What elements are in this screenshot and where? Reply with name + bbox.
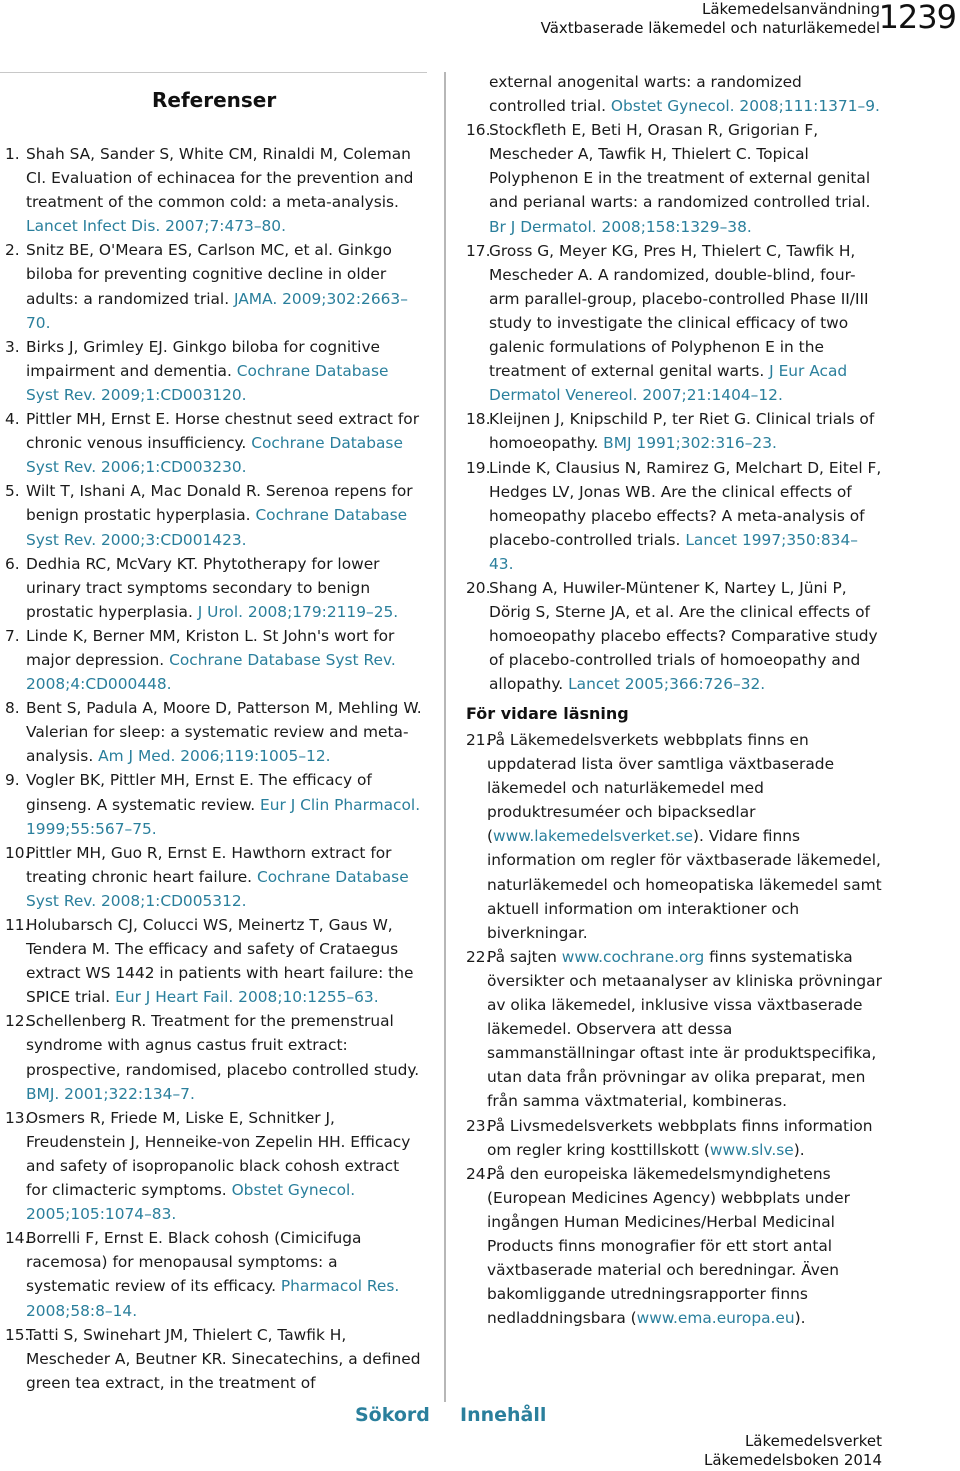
reference-item bbox=[5, 142, 425, 238]
reference-source-link[interactable]: Eur J Heart Fail. 2008;10:1255–63. bbox=[115, 988, 379, 1007]
reference-number: 16. bbox=[466, 121, 491, 140]
reference-item bbox=[466, 118, 882, 238]
reference-source-link[interactable]: JAMA. 2009;302:2663–70. bbox=[26, 289, 408, 332]
reference-text: external anogenital warts: a randomized controlled trial. bbox=[489, 73, 802, 116]
header-chapter: Läkemedelsanvändning bbox=[701, 0, 880, 18]
reference-item bbox=[466, 70, 882, 118]
reference-item bbox=[5, 552, 425, 624]
reference-number: 14. bbox=[5, 1229, 30, 1248]
further-reading-text: ). bbox=[794, 1309, 806, 1328]
reference-number: 11. bbox=[5, 916, 30, 934]
further-reading-text: På den europeiska läkemedelsmyndighetens (European Medicines Agency) webbplats under ingången Human Medicines/Herbal Medicinal Products finns monografier för ett stort antal växtbaserade material och beredningar. Även bakomliggande utredningsrapporter finns nedladdningsbara ( bbox=[487, 1164, 850, 1328]
reference-source-link[interactable]: Lancet Infect Dis. 2007;7:473–80. bbox=[26, 217, 286, 236]
reference-number: 9. bbox=[5, 771, 20, 790]
reference-number: 23. bbox=[466, 1116, 491, 1135]
reference-source-link[interactable]: Cochrane Database Syst Rev. 2000;3:CD001423. bbox=[26, 506, 408, 549]
header-section: Växtbaserade läkemedel och naturläkemedel bbox=[540, 19, 880, 37]
reference-item bbox=[5, 768, 425, 840]
reference-item bbox=[5, 1106, 425, 1226]
reference-source-link[interactable]: Lancet 2005;366:726–32. bbox=[568, 675, 766, 694]
column-top-rule bbox=[0, 72, 427, 73]
reference-source-link[interactable]: Cochrane Database Syst Rev. 2008;1:CD005312. bbox=[26, 867, 409, 910]
reference-number: 12. bbox=[5, 1012, 30, 1031]
reference-number: 22. bbox=[466, 947, 491, 966]
reference-source-link[interactable]: Obstet Gynecol. 2008;111:1371–9. bbox=[610, 97, 880, 116]
further-reading-text: På Läkemedelsverkets webbplats finns en uppdaterad lista över samtliga växtbaserade läkemedel och naturläkemedel med produktresuméer och bipacksedlar ( bbox=[487, 731, 835, 846]
reference-source-link[interactable]: Eur J Clin Pharmacol. 1999;55:567–75. bbox=[26, 795, 421, 838]
footer-publisher: Läkemedelsverket bbox=[744, 1432, 882, 1450]
reference-number: 13. bbox=[5, 1108, 30, 1127]
reference-number: 21. bbox=[466, 731, 491, 749]
reference-item bbox=[5, 1323, 425, 1395]
section-title: Referenser bbox=[152, 88, 277, 112]
reference-source-link[interactable]: Lancet 1997;350:834–43. bbox=[489, 530, 858, 573]
reference-text: Linde K, Clausius N, Ramirez G, Melchart D, Eitel F, Hedges LV, Jonas WB. Are the clinical effects of homeopathy placebo effects? A meta-analysis of placebo-controlled trials. bbox=[489, 458, 882, 549]
further-reading-text: finns systematiska översikter och metaanalyser av kliniska prövningar av olika läkemedel, inklusive vissa växtbaserade läkemedel. Observera att dessa sammanställningar oftast inte är produktspecifika, utan data från prövningar av olika preparat, men från samma växtmaterial, kombineras. bbox=[487, 947, 882, 1111]
website-link[interactable]: www.lakemedelsverket.se bbox=[493, 827, 693, 846]
running-header bbox=[541, 0, 880, 38]
further-reading-heading: För vidare läsning bbox=[466, 704, 629, 723]
reference-source-link[interactable]: Am J Med. 2006;119:1005–12. bbox=[98, 747, 331, 766]
further-reading-text: ). Vidare finns information om regler för växtbaserade läkemedel, naturläkemedel och homeopatiska läkemedel samt aktuell information om interaktioner och biverkningar. bbox=[487, 827, 882, 942]
further-reading-item bbox=[466, 728, 882, 945]
reference-source-link[interactable]: J Urol. 2008;179:2119–25. bbox=[197, 602, 399, 621]
reference-text: Pittler MH, Ernst E. Horse chestnut seed extract for chronic venous insufficiency. bbox=[26, 410, 420, 453]
reference-item bbox=[5, 913, 425, 1009]
reference-number: 4. bbox=[5, 410, 20, 429]
reference-source-link[interactable]: Obstet Gynecol. 2005;105:1074–83. bbox=[26, 1181, 356, 1224]
page-footer bbox=[704, 1432, 882, 1470]
reference-text: Linde K, Berner MM, Kriston L. St John's wort for major depression. bbox=[26, 626, 395, 669]
further-reading-item bbox=[466, 1162, 882, 1331]
reference-number: 1. bbox=[5, 145, 20, 163]
reference-list-left bbox=[5, 142, 425, 1395]
table-of-contents-link[interactable]: Innehåll bbox=[460, 1404, 547, 1426]
reference-number: 7. bbox=[5, 626, 20, 645]
reference-text: Kleijnen J, Knipschild P, ter Riet G. Clinical trials of homoeopathy. bbox=[489, 410, 875, 453]
reference-item bbox=[466, 407, 882, 455]
reference-text: Birks J, Grimley EJ. Ginkgo biloba for cognitive impairment and dementia. bbox=[26, 337, 381, 380]
reference-item bbox=[5, 624, 425, 696]
reference-item bbox=[466, 576, 882, 696]
reference-item bbox=[5, 407, 425, 479]
reference-number: 24. bbox=[466, 1164, 491, 1183]
reference-number: 6. bbox=[5, 554, 20, 573]
reference-text: Wilt T, Ishani A, Mac Donald R. Serenoa repens for benign prostatic hyperplasia. bbox=[26, 482, 413, 525]
reference-number: 17. bbox=[466, 241, 491, 260]
reference-source-link[interactable]: Br J Dermatol. 2008;158:1329–38. bbox=[489, 217, 752, 236]
reference-item bbox=[5, 696, 425, 768]
reference-number: 10. bbox=[5, 843, 30, 862]
reference-item bbox=[466, 456, 882, 576]
reference-item bbox=[5, 1009, 425, 1105]
reference-source-link[interactable]: J Eur Acad Dermatol Venereol. 2007;21:1404–12. bbox=[489, 362, 848, 405]
website-link[interactable]: www.slv.se bbox=[709, 1140, 794, 1159]
reference-number: 19. bbox=[466, 458, 491, 477]
search-index-link[interactable]: Sökord bbox=[355, 1404, 430, 1426]
reference-source-link[interactable]: Cochrane Database Syst Rev. 2009;1:CD003120. bbox=[26, 361, 389, 404]
reference-item bbox=[5, 841, 425, 913]
reference-text: Borrelli F, Ernst E. Black cohosh (Cimicifuga racemosa) for menopausal symptoms: a systematic review of its efficacy. bbox=[26, 1229, 362, 1296]
reference-number: 3. bbox=[5, 337, 20, 356]
page-header bbox=[0, 0, 960, 60]
reference-number: 15. bbox=[5, 1325, 30, 1344]
reference-source-link[interactable]: BMJ 1991;302:316–23. bbox=[603, 434, 777, 453]
reference-number: 2. bbox=[5, 241, 20, 260]
page-number: 1239 bbox=[878, 0, 956, 36]
reference-source-link[interactable]: Cochrane Database Syst Rev. 2006;1:CD003230. bbox=[26, 434, 403, 477]
reference-text: Tatti S, Swinehart JM, Thielert C, Tawfik H, Mescheder A, Beutner KR. Sinecatechins, a defined green tea extract, in the treatment of bbox=[26, 1325, 421, 1392]
reference-item bbox=[5, 238, 425, 334]
reference-text: Shah SA, Sander S, White CM, Rinaldi M, Coleman CI. Evaluation of echinacea for the prevention and treatment of the common cold: a meta-analysis. bbox=[26, 145, 414, 212]
reference-source-link[interactable]: BMJ. 2001;322:134–7. bbox=[26, 1084, 195, 1103]
reference-text: Dedhia RC, McVary KT. Phytotherapy for lower urinary tract symptoms secondary to benign prostatic hyperplasia. bbox=[26, 554, 380, 621]
reference-text: Shang A, Huwiler-Müntener K, Nartey L, Jüni P, Dörig S, Sterne JA, et al. Are the clinical effects of homoeopathy placebo effects? Comparative study of placebo-controlled trials of homoeopathy and allopathy. bbox=[489, 578, 878, 694]
column-divider bbox=[444, 72, 446, 1402]
reference-text: Bent S, Padula A, Moore D, Patterson M, Mehling W. Valerian for sleep: a systematic review and meta-analysis. bbox=[26, 699, 422, 766]
reference-item bbox=[5, 335, 425, 407]
reference-list-right bbox=[466, 70, 882, 696]
website-link[interactable]: www.ema.europa.eu bbox=[636, 1309, 795, 1328]
further-reading-item bbox=[466, 1114, 882, 1162]
further-reading-text: ). bbox=[793, 1140, 805, 1159]
further-reading-text: På Livsmedelsverkets webbplats finns information om regler kring kosttillskott ( bbox=[487, 1116, 873, 1159]
reference-number: 18. bbox=[466, 410, 491, 429]
reference-number: 5. bbox=[5, 482, 20, 501]
reference-number: 8. bbox=[5, 699, 20, 718]
reference-text: Pittler MH, Guo R, Ernst E. Hawthorn extract for treating chronic heart failure. bbox=[26, 843, 392, 886]
reference-text: Stockfleth E, Beti H, Orasan R, Grigorian F, Mescheder A, Tawfik H, Thielert C. Topical Polyphenon E in the treatment of external genital and perianal warts: a randomized controlled trial. bbox=[489, 121, 871, 212]
further-reading-item bbox=[466, 945, 882, 1114]
reference-text: Snitz BE, O'Meara ES, Carlson MC, et al. Ginkgo biloba for preventing cognitive decline in older adults: a randomized trial. bbox=[26, 241, 392, 308]
further-reading-text: På sajten bbox=[487, 947, 562, 966]
footer-book: Läkemedelsboken 2014 bbox=[703, 1451, 882, 1469]
reference-text: Holubarsch CJ, Colucci WS, Meinertz T, Gaus W, Tendera M. The efficacy and safety of Crataegus extract WS 1442 in patients with heart failure: the SPICE trial. bbox=[26, 916, 414, 1007]
further-reading-list bbox=[466, 728, 882, 1330]
reference-item bbox=[5, 479, 425, 551]
website-link[interactable]: www.cochrane.org bbox=[561, 947, 705, 966]
reference-number: 20. bbox=[466, 578, 491, 597]
reference-source-link[interactable]: Pharmacol Res. 2008;58:8–14. bbox=[26, 1277, 400, 1320]
reference-text: Vogler BK, Pittler MH, Ernst E. The efficacy of ginseng. A systematic review. bbox=[26, 771, 372, 814]
reference-text: Gross G, Meyer KG, Pres H, Thielert C, Tawfik H, Mescheder A. A randomized, double-blind, four-arm parallel-group, placebo-controlled Phase II/III study to investigate the clinical efficacy of two galenic formulations of Polyphenon E in the treatment of external genital warts. bbox=[489, 241, 869, 381]
reference-text: Osmers R, Friede M, Liske E, Schnitker J, Freudenstein J, Henneike-von Zepelin HH. Efficacy and safety of isopropanolic black cohosh extract for climacteric symptoms. bbox=[26, 1108, 411, 1200]
reference-item bbox=[466, 239, 882, 408]
reference-source-link[interactable]: Cochrane Database Syst Rev. 2008;4:CD000448. bbox=[26, 650, 396, 694]
reference-item bbox=[5, 1226, 425, 1322]
reference-text: Schellenberg R. Treatment for the premenstrual syndrome with agnus castus fruit extract: prospective, randomised, placebo controlled study. bbox=[26, 1012, 420, 1079]
